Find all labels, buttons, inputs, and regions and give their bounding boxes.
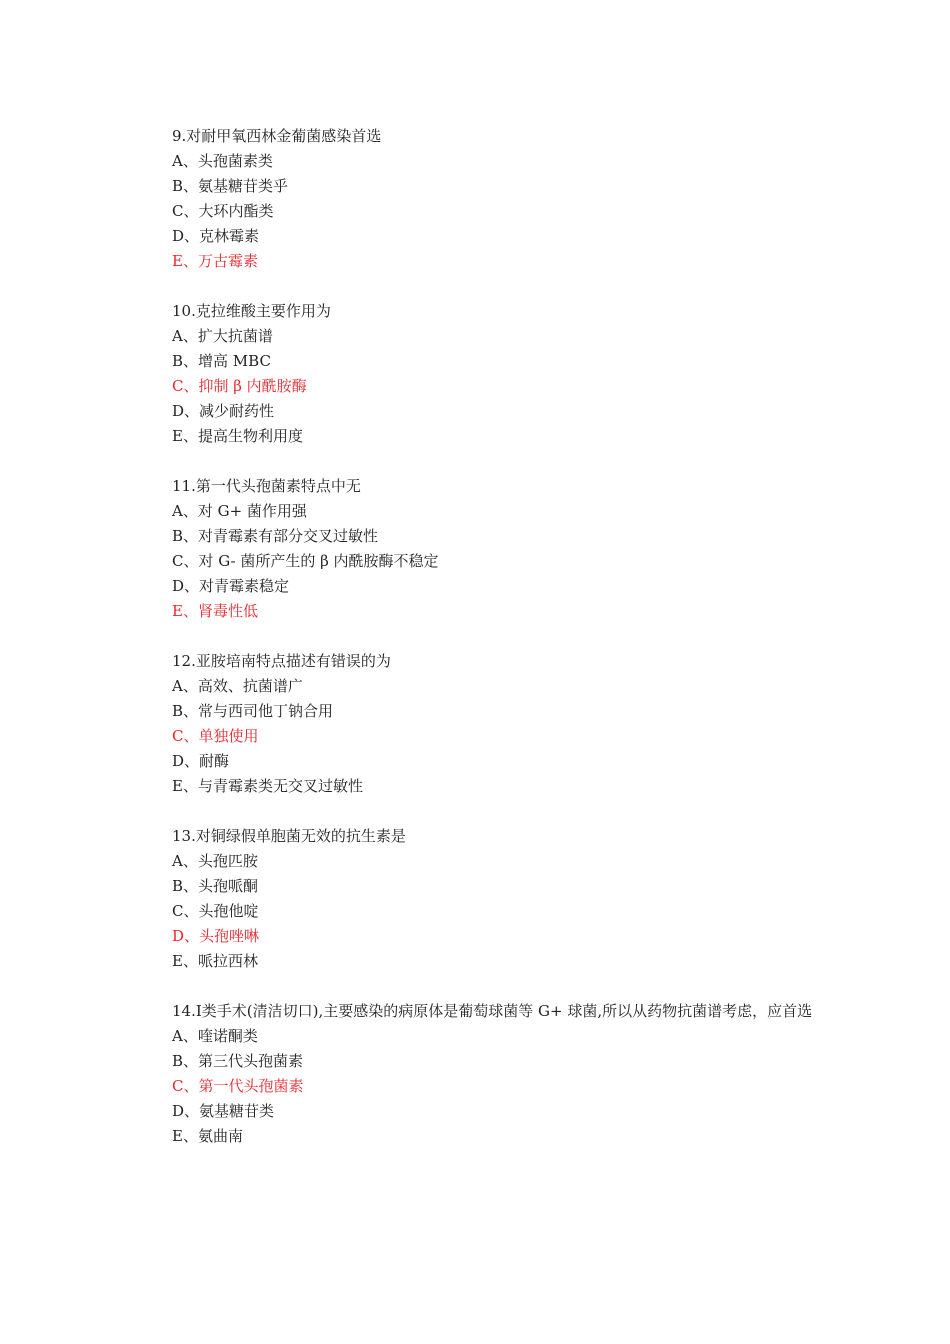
question-block (172, 474, 822, 624)
answer-option: E、哌拉西林 (172, 952, 258, 970)
question-block (172, 649, 822, 799)
correct-answer-option: E、肾毒性低 (172, 602, 258, 620)
answer-option: C、大环内酯类 (172, 202, 274, 220)
answer-option: D、克林霉素 (172, 227, 260, 245)
answer-option: B、氨基糖苷类乎 (172, 177, 289, 195)
answer-option: B、对青霉素有部分交叉过敏性 (172, 527, 379, 545)
answer-option: A、头孢菌素类 (172, 152, 273, 170)
answer-option: B、第三代头孢菌素 (172, 1052, 304, 1070)
answer-option: A、扩大抗菌谱 (172, 327, 273, 345)
answer-option: E、提高生物利用度 (172, 427, 303, 445)
correct-answer-option: D、头孢唑啉 (172, 927, 260, 945)
question-block (172, 999, 822, 1149)
answer-option: D、对青霉素稳定 (172, 577, 290, 595)
question-title: 12.亚胺培南特点描述有错误的为 (172, 652, 391, 670)
answer-option: D、氨基糖苷类 (172, 1102, 275, 1120)
answer-option: D、减少耐药性 (172, 402, 275, 420)
question-list (172, 124, 822, 1174)
question-title: 13.对铜绿假单胞菌无效的抗生素是 (172, 827, 406, 845)
question-block (172, 299, 822, 449)
answer-option: E、氨曲南 (172, 1127, 243, 1145)
answer-option: A、对 G+ 菌作用强 (172, 502, 307, 520)
answer-option: E、与青霉素类无交叉过敏性 (172, 777, 363, 795)
answer-option: A、喹诺酮类 (172, 1027, 258, 1045)
answer-option: B、常与西司他丁钠合用 (172, 702, 334, 720)
question-title: 11.第一代头孢菌素特点中无 (172, 477, 361, 495)
correct-answer-option: C、单独使用 (172, 727, 259, 745)
correct-answer-option: C、第一代头孢菌素 (172, 1077, 304, 1095)
answer-option: B、头孢哌酮 (172, 877, 259, 895)
answer-option: B、增高 MBC (172, 352, 271, 370)
answer-option: C、对 G- 菌所产生的 β 内酰胺酶不稳定 (172, 552, 439, 570)
question-title: 9.对耐甲氧西林金葡菌感染首选 (172, 127, 382, 145)
question-block (172, 124, 822, 274)
answer-option: C、头孢他啶 (172, 902, 259, 920)
correct-answer-option: C、抑制 β 内酰胺酶 (172, 377, 307, 395)
answer-option: A、高效、抗菌谱广 (172, 677, 303, 695)
answer-option: D、耐酶 (172, 752, 230, 770)
correct-answer-option: E、万古霉素 (172, 252, 258, 270)
answer-option: A、头孢匹胺 (172, 852, 258, 870)
question-title: 14.Ⅰ类手术(清洁切口),主要感染的病原体是葡萄球菌等 G+ 球菌,所以从药物抗菌谱考虑，应首选 (172, 1002, 813, 1020)
question-block (172, 824, 822, 974)
question-title: 10.克拉维酸主要作用为 (172, 302, 331, 320)
